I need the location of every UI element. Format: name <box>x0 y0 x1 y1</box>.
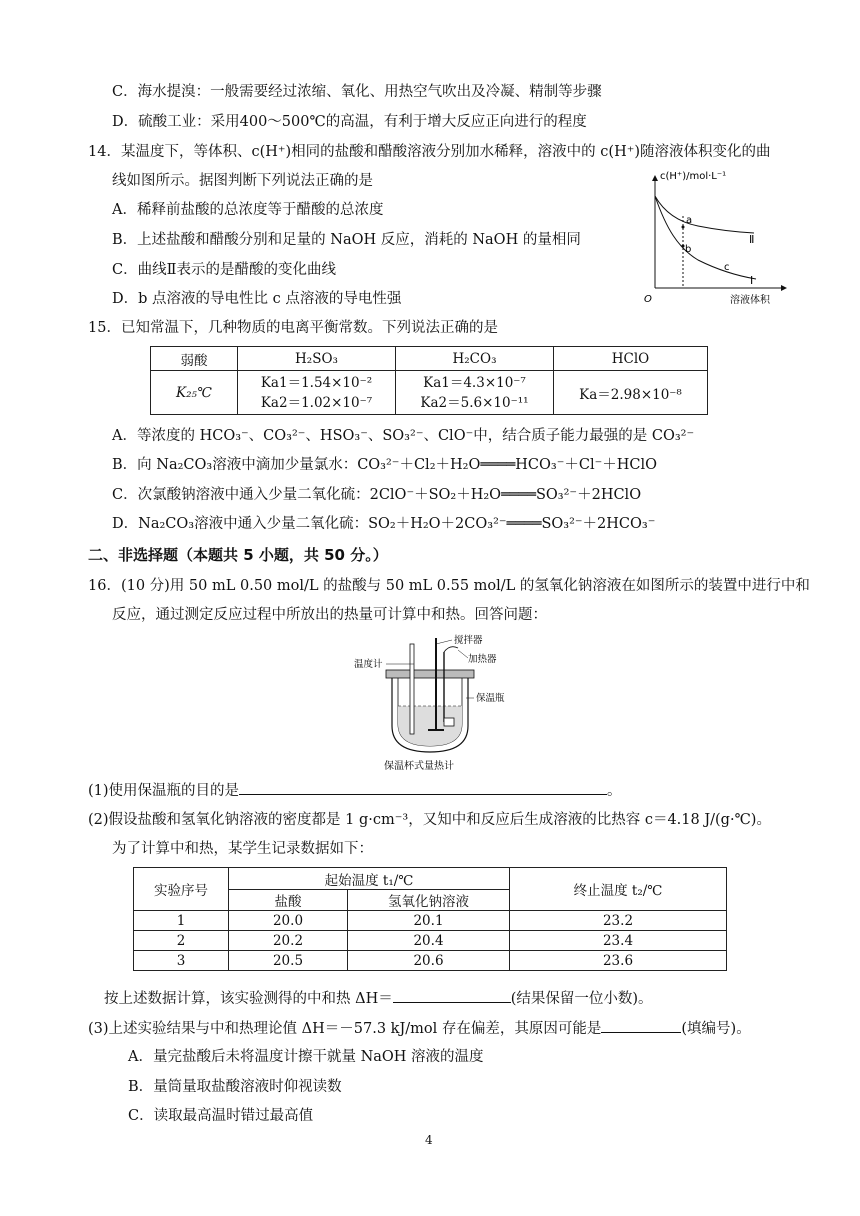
q16-part3-option-a: A．量完盐酸后未将温度计擦干就量 NaOH 溶液的温度 <box>128 1049 484 1065</box>
th-trial-no: 实验序号 <box>134 868 229 911</box>
figure-caption: 保温杯式量热计 <box>384 761 454 772</box>
th-hcl: 盐酸 <box>229 890 348 911</box>
cell-naoh: 20.6 <box>348 951 510 971</box>
q13-option-c: C．海水提溴：一般需要经过浓缩、氧化、用热空气吹出及冷凝、精制等步骤 <box>112 84 602 100</box>
q14-stem-line1: 14．某温度下，等体积、c(H⁺)相同的盐酸和醋酸溶液分别加水稀释，溶液中的 c(H⁺)随溶液体积变化的曲 <box>88 144 771 160</box>
th-naoh: 氢氧化钠溶液 <box>348 890 510 911</box>
part3-prompt: (3)上述实验结果与中和热理论值 ΔH＝－57.3 kJ/mol 存在偏差，其原因可能是 <box>88 1021 602 1037</box>
q16-temperature-table <box>133 867 727 971</box>
th-h2so3: H₂SO₃ <box>238 347 396 371</box>
q16-stem-line2: 反应，通过测定反应过程中所放出的热量可计算中和热。回答问题： <box>112 607 547 623</box>
q16-part3 <box>88 1018 751 1039</box>
page-number: 4 <box>425 1133 433 1147</box>
q15-option-a: A．等浓度的 HCO₃⁻、CO₃²⁻、HSO₃⁻、SO₃²⁻、ClO⁻中，结合质子能力最强的是 CO₃²⁻ <box>112 428 695 444</box>
q14-option-d: D．b 点溶液的导电性比 c 点溶液的导电性强 <box>112 291 402 307</box>
q15-stem: 15．已知常温下，几种物质的电离平衡常数。下列说法正确的是 <box>88 320 498 336</box>
q15-constants-table <box>150 346 708 415</box>
th-h2co3: H₂CO₃ <box>396 347 554 371</box>
flask-label: 保温瓶 <box>476 693 505 704</box>
q15-option-b: B．向 Na₂CO₃溶液中滴加少量氯水：CO₃²⁻＋Cl₂＋H₂O════HCO₃⁻＋Cl⁻＋HClO <box>112 457 658 473</box>
point-c-label: c <box>724 262 730 273</box>
cell-end: 23.2 <box>510 911 727 931</box>
curve-ii <box>655 196 754 233</box>
q14-stem-line2: 线如图所示。据图判断下列说法正确的是 <box>112 173 373 189</box>
point-a-label: a <box>686 215 693 226</box>
th-end-temp: 终止温度 t₂/℃ <box>510 868 727 911</box>
row-k25: K₂₅℃ <box>151 371 238 415</box>
curve-i <box>655 196 756 279</box>
q16-stem-line1: 16．(10 分)用 50 mL 0.50 mol/L 的盐酸与 50 mL 0.55 mol/L 的氢氧化钠溶液在如图所示的装置中进行中和 <box>88 578 810 594</box>
x-axis-label: 溶液体积 <box>730 295 770 306</box>
cell-end: 23.6 <box>510 951 727 971</box>
thermometer-label: 温度计 <box>354 659 383 670</box>
q14-option-a: A．稀释前盐酸的总浓度等于醋酸的总浓度 <box>112 202 384 218</box>
q16-part3-option-c: C．读取最高温时错过最高值 <box>128 1108 314 1124</box>
q13-option-d: D．硫酸工业：采用400～500℃的高温，有利于增大反应正向进行的程度 <box>112 114 587 130</box>
part3-end: (填编号)。 <box>681 1021 751 1037</box>
table-row <box>134 911 727 931</box>
part1-prompt: (1)使用保温瓶的目的是 <box>88 783 240 799</box>
curve-i-label: Ⅰ <box>750 274 754 287</box>
origin-label: O <box>644 294 652 305</box>
q16-part3-option-b: B．量筒量取盐酸溶液时仰视读数 <box>128 1079 342 1095</box>
cell-no: 1 <box>134 911 229 931</box>
th-weak-acid: 弱酸 <box>151 347 238 371</box>
part1-answer-blank[interactable] <box>239 780 607 795</box>
q14-option-b: B．上述盐酸和醋酸分别和足量的 NaOH 反应，消耗的 NaOH 的量相同 <box>112 232 581 248</box>
cell-hcl: 20.5 <box>229 951 348 971</box>
part3-answer-blank[interactable] <box>601 1018 681 1033</box>
q15-option-d: D．Na₂CO₃溶液中通入少量二氧化硫：SO₂＋H₂O＋2CO₃²⁻════SO₃²⁻＋2HCO₃⁻ <box>112 516 656 532</box>
cell-hcl: 20.0 <box>229 911 348 931</box>
cell-hcl: 20.2 <box>229 931 348 951</box>
calc-end: (结果保留一位小数)。 <box>510 991 653 1007</box>
q15-option-c: C．次氯酸钠溶液中通入少量二氧化硫：2ClO⁻＋SO₂＋H₂O════SO₃²⁻＋2HClO <box>112 487 642 503</box>
cell-no: 2 <box>134 931 229 951</box>
section-heading: 二、非选择题（本题共 5 小题，共 50 分。） <box>88 546 388 564</box>
q14-option-c: C．曲线Ⅱ表示的是醋酸的变化曲线 <box>112 262 336 278</box>
hclo-ka: Ka＝2.98×10⁻⁸ <box>554 371 708 415</box>
q16-part2-line2: 为了计算中和热，某学生记录数据如下： <box>112 841 373 857</box>
table-row <box>134 951 727 971</box>
heater-label: 加热器 <box>468 654 497 665</box>
curve-ii-label: Ⅱ <box>749 233 755 246</box>
part1-end: 。 <box>607 783 622 799</box>
cell-end: 23.4 <box>510 931 727 951</box>
cell-no: 3 <box>134 951 229 971</box>
cell-naoh: 20.4 <box>348 931 510 951</box>
table-row <box>134 931 727 951</box>
th-start-temp: 起始温度 t₁/℃ <box>229 868 510 890</box>
calc-prompt: 按上述数据计算，该实验测得的中和热 ΔH＝ <box>104 991 393 1007</box>
h2co3-ka2: Ka2＝5.6×10⁻¹¹ <box>420 394 529 411</box>
point-b-label: b <box>685 244 692 255</box>
q16-part2-calc <box>104 988 653 1009</box>
y-axis-label: c(H⁺)/mol·L⁻¹ <box>660 171 727 182</box>
cell-naoh: 20.1 <box>348 911 510 931</box>
stirrer-label: 搅拌器 <box>454 635 483 646</box>
q14-dilution-graph <box>638 166 788 308</box>
q16-part1 <box>88 780 622 801</box>
h2co3-ka1: Ka1＝4.3×10⁻⁷ <box>423 374 526 391</box>
q16-part2-line1: (2)假设盐酸和氢氧化钠溶液的密度都是 1 g·cm⁻³，又知中和反应后生成溶液的比热容 c＝4.18 J/(g·℃)。 <box>88 812 771 828</box>
th-hclo: HClO <box>554 347 708 371</box>
calorimeter-figure <box>340 634 520 774</box>
h2so3-ka1: Ka1＝1.54×10⁻² <box>260 374 373 391</box>
calc-answer-blank[interactable] <box>393 988 511 1003</box>
h2so3-ka2: Ka2＝1.02×10⁻⁷ <box>260 394 373 411</box>
